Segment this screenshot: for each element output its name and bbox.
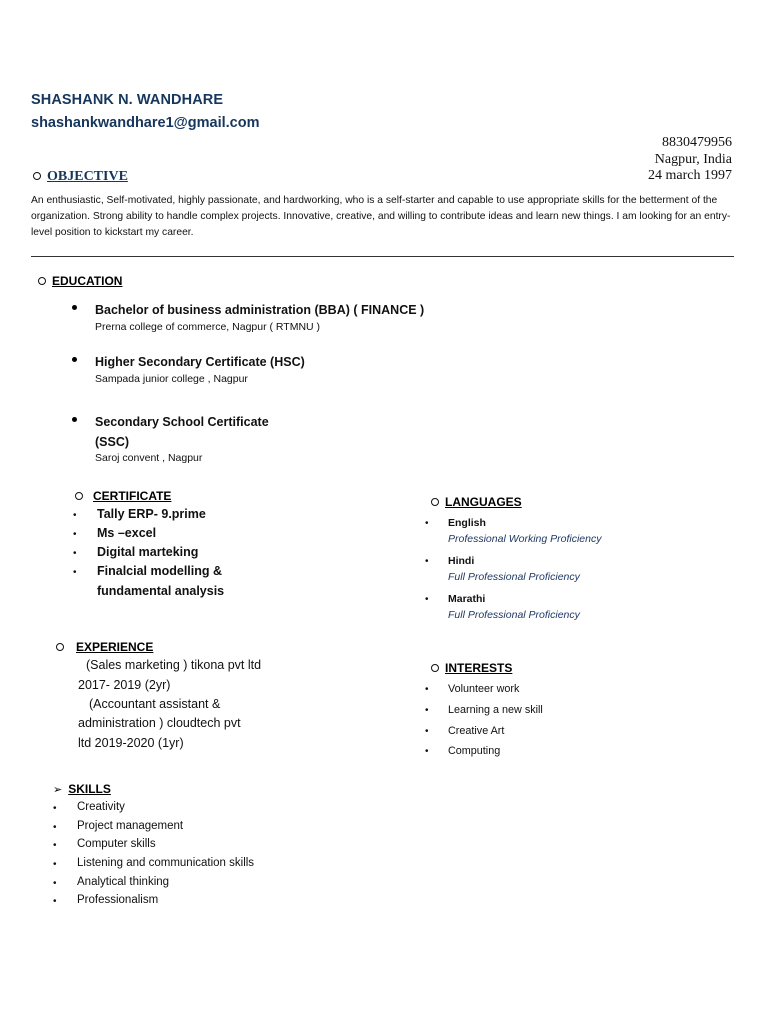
skill-item: Project management bbox=[77, 820, 184, 832]
education-title-line1: Secondary School Certificate bbox=[95, 415, 269, 429]
contact-block bbox=[648, 135, 732, 185]
date-of-birth: 24 march 1997 bbox=[648, 168, 732, 183]
bullet-icon: • bbox=[73, 510, 77, 521]
bullet-icon: • bbox=[53, 803, 57, 814]
bullet-icon: • bbox=[425, 594, 429, 605]
bullet-icon: • bbox=[73, 567, 77, 578]
certificate-item: Digital marteking bbox=[97, 545, 199, 559]
education-title-line2: (SSC) bbox=[95, 435, 130, 449]
skill-item: Creativity bbox=[77, 801, 125, 813]
language-level: Professional Working Proficiency bbox=[448, 533, 602, 545]
education-heading-label: EDUCATION bbox=[52, 274, 123, 288]
experience-line: ltd 2019-2020 (1yr) bbox=[78, 736, 184, 750]
certificate-item: Finalcial modelling & bbox=[97, 564, 223, 578]
certificate-heading bbox=[75, 489, 171, 503]
education-title: Bachelor of business administration (BBA) ( FINANCE ) bbox=[95, 303, 425, 317]
bullet-icon bbox=[72, 305, 77, 310]
skills-heading bbox=[53, 782, 111, 796]
objective-heading bbox=[33, 169, 128, 185]
interests-heading bbox=[431, 661, 512, 675]
phone-number: 8830479956 bbox=[662, 135, 732, 150]
education-title: Higher Secondary Certificate (HSC) bbox=[95, 355, 305, 369]
interest-item: Creative Art bbox=[448, 725, 505, 737]
certificate-heading-label: CERTIFICATE bbox=[93, 489, 172, 503]
skills-heading-label: SKILLS bbox=[68, 782, 111, 796]
circle-bullet-icon bbox=[431, 498, 439, 506]
skill-item: Professionalism bbox=[77, 894, 159, 906]
candidate-email: shashankwandhare1@gmail.com bbox=[31, 115, 260, 131]
bullet-icon: • bbox=[425, 746, 429, 757]
education-heading bbox=[38, 274, 122, 288]
circle-bullet-icon bbox=[38, 277, 46, 285]
skill-item: Listening and communication skills bbox=[77, 857, 255, 869]
certificate-item-continued: fundamental analysis bbox=[97, 584, 225, 598]
languages-heading-label: LANGUAGES bbox=[445, 495, 522, 509]
bullet-icon: • bbox=[425, 684, 429, 695]
certificate-item: Ms –excel bbox=[97, 526, 157, 540]
interest-item: Volunteer work bbox=[448, 683, 520, 695]
bullet-icon: • bbox=[425, 518, 429, 529]
certificate-item: Tally ERP- 9.prime bbox=[97, 507, 206, 521]
bullet-icon bbox=[72, 357, 77, 362]
experience-heading bbox=[56, 640, 153, 654]
skill-item: Analytical thinking bbox=[77, 876, 170, 888]
bullet-icon: • bbox=[425, 556, 429, 567]
education-institution: Prerna college of commerce, Nagpur ( RTMNU ) bbox=[95, 321, 321, 333]
section-divider bbox=[31, 256, 734, 257]
education-institution: Sampada junior college , Nagpur bbox=[95, 373, 248, 385]
experience-line: administration ) cloudtech pvt bbox=[78, 716, 241, 730]
bullet-icon: • bbox=[53, 859, 57, 870]
experience-line: (Sales marketing ) tikona pvt ltd bbox=[86, 658, 262, 672]
interest-item: Computing bbox=[448, 745, 501, 757]
experience-line: 2017- 2019 (2yr) bbox=[78, 678, 171, 692]
bullet-icon: • bbox=[425, 726, 429, 737]
experience-line: (Accountant assistant & bbox=[89, 697, 221, 711]
skill-item: Computer skills bbox=[77, 838, 156, 850]
language-level: Full Professional Proficiency bbox=[448, 571, 580, 583]
location: Nagpur, India bbox=[654, 151, 732, 167]
language-name: Hindi bbox=[448, 555, 475, 567]
language-level: Full Professional Proficiency bbox=[448, 609, 580, 621]
objective-text: An enthusiastic, Self-motivated, highly passionate, and hardworking, who is a self-starter and capable to use appropriate skills for the betterment of the organization. Strong ability to handle complex projects. Innovative, creative, and willing to contribute ideas and learn new things. I am looking for an entry-level position to kickstart my career. bbox=[31, 195, 731, 238]
bullet-icon: • bbox=[425, 705, 429, 716]
arrow-bullet-icon: ➢ bbox=[53, 784, 63, 796]
bullet-icon bbox=[72, 417, 77, 422]
circle-bullet-icon bbox=[56, 643, 64, 651]
interest-item: Learning a new skill bbox=[448, 704, 543, 716]
bullet-icon: • bbox=[53, 840, 57, 851]
bullet-icon: • bbox=[53, 878, 57, 889]
interests-heading-label: INTERESTS bbox=[445, 661, 513, 675]
language-name: English bbox=[448, 517, 486, 529]
education-institution: Saroj convent , Nagpur bbox=[95, 452, 203, 464]
languages-heading bbox=[431, 495, 522, 509]
bullet-icon: • bbox=[73, 529, 77, 540]
bullet-icon: • bbox=[53, 822, 57, 833]
bullet-icon: • bbox=[53, 896, 57, 907]
experience-heading-label: EXPERIENCE bbox=[76, 640, 154, 654]
candidate-name: SHASHANK N. WANDHARE bbox=[31, 92, 224, 108]
objective-heading-label: OBJECTIVE bbox=[47, 169, 128, 184]
bullet-icon: • bbox=[73, 548, 77, 559]
language-name: Marathi bbox=[448, 593, 486, 605]
circle-bullet-icon bbox=[33, 172, 41, 180]
circle-bullet-icon bbox=[75, 492, 83, 500]
circle-bullet-icon bbox=[431, 664, 439, 672]
